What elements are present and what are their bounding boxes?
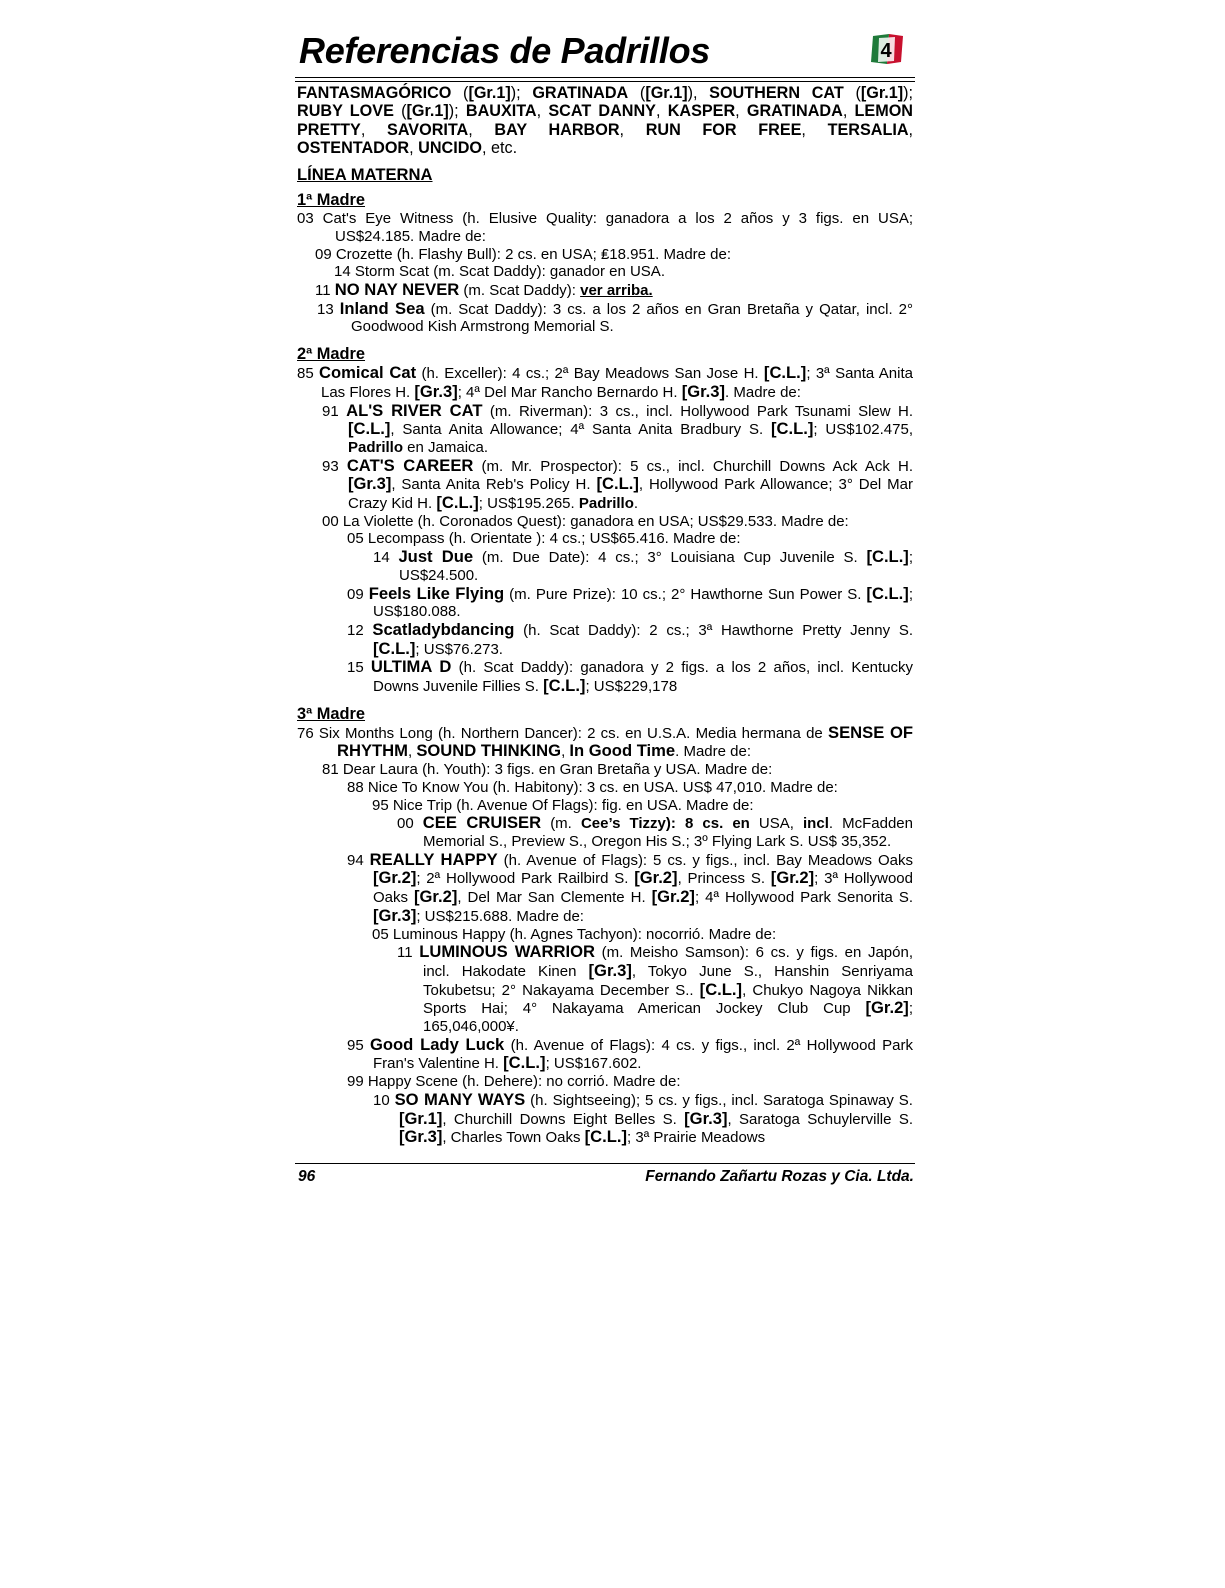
section-title-linea-materna: LÍNEA MATERNA	[297, 165, 433, 185]
page-title: Referencias de Padrillos	[299, 30, 710, 71]
pedigree-entry: 13 Inland Sea (m. Scat Daddy): 3 cs. a los 2 años en Gran Bretaña y Qatar, incl. 2° Goodwood Kish Armstrong Memorial S.	[317, 298, 913, 336]
pedigree-entry: 00 CEE CRUISER (m. Cee’s Tizzy): 8 cs. en USA, incl. McFadden Memorial S., Preview S., Oregon His S.; 3º Flying Lark S. US$ 35,352.	[397, 813, 913, 850]
offspring-list: FANTASMAGÓRICO ([Gr.1]); GRATINADA ([Gr.1]), SOUTHERN CAT ([Gr.1]); RUBY LOVE ([Gr.1]); BAUXITA, SCAT DANNY, KASPER, GRATINADA, LEMON PRETTY, SAVORITA, BAY HARBOR, RUN FOR FREE, TERSALIA, OSTENTADOR, UNCIDO, etc.	[297, 84, 914, 157]
pedigree-entry: 94 REALLY HAPPY (h. Avenue of Flags): 5 cs. y figs., incl. Bay Meadows Oaks [Gr.2]; 2ª Hollywood Park Railbird S. [Gr.2], Princess S. [Gr.2]; 3ª Hollywood Oaks [Gr.2], Del Mar San Clemente H. [Gr.2]; 4ª Hollywood Park Senorita S. [Gr.3]; US$215.688. Madre de:	[347, 849, 913, 925]
pedigree-entry: 05 Luminous Happy (h. Agnes Tachyon): nocorrió. Madre de:	[372, 925, 777, 943]
pedigree-entry: 11 NO NAY NEVER (m. Scat Daddy): ver arriba.	[315, 280, 653, 299]
pedigree-entry: 93 CAT'S CAREER (m. Mr. Prospector): 5 cs., incl. Churchill Downs Ack Ack H. [Gr.3], Santa Anita Reb's Policy H. [C.L.], Hollywood Park Allowance; 3° Del Mar Crazy Kid H. [C.L.]; US$195.265. Padrillo.	[322, 455, 913, 513]
madre1-title: 1ª Madre	[297, 191, 366, 210]
pedigree-entry: 81 Dear Laura (h. Youth): 3 figs. en Gran Bretaña y USA. Madre de:	[322, 761, 773, 779]
pedigree-entry: 95 Good Lady Luck (h. Avenue of Flags): 4 cs. y figs., incl. 2ª Hollywood Park Fran's Valentine H. [C.L.]; US$167.602.	[347, 1034, 913, 1073]
page-header	[297, 28, 915, 76]
ver-arriba-link[interactable]: ver arriba.	[580, 282, 653, 299]
pedigree-entry: 09 Feels Like Flying (m. Pure Prize): 10 cs.; 2° Hawthorne Sun Power S. [C.L.]; US$180.088.	[347, 583, 913, 621]
footer-publisher: Fernando Zañartu Rozas y Cia. Ltda.	[645, 1168, 914, 1185]
pedigree-entry: 76 Six Months Long (h. Northern Dancer): 2 cs. en U.S.A. Media hermana de SENSE OF RHYTHM, SOUND THINKING, In Good Time. Madre de:	[297, 722, 913, 761]
footer-divider	[295, 1163, 915, 1164]
pedigree-entry: 05 Lecompass (h. Orientate ): 4 cs.; US$65.416. Madre de:	[347, 530, 741, 548]
pedigree-entry: 15 ULTIMA D (h. Scat Daddy): ganadora y 2 figs. a los 2 años, incl. Kentucky Downs Juvenile Fillies S. [C.L.]; US$229,178	[347, 657, 914, 696]
pedigree-entry: 00 La Violette (h. Coronados Quest): ganadora en USA; US$29.533. Madre de:	[322, 512, 849, 530]
header-divider	[295, 77, 915, 82]
page-content	[297, 84, 913, 1147]
pedigree-entry: 10 SO MANY WAYS (h. Sightseeing); 5 cs. y figs., incl. Saratoga Spinaway S. [Gr.1], Churchill Downs Eight Belles S. [Gr.3], Saratoga Schuylerville S. [Gr.3], Charles Town Oaks [C.L.]; 3ª Prairie Meadows	[373, 1089, 914, 1147]
pedigree-entry: 91 AL'S RIVER CAT (m. Riverman): 3 cs., incl. Hollywood Park Tsunami Slew H. [C.L.], Santa Anita Allowance; 4ª Santa Anita Bradbury S. [C.L.]; US$102.475, Padrillo en Jamaica.	[322, 400, 913, 456]
page-number: 96	[298, 1168, 316, 1185]
logo-text: 4	[880, 40, 892, 62]
pedigree-entry: 09 Crozette (h. Flashy Bull): 2 cs. en USA; ₤18.951. Madre de:	[315, 245, 732, 263]
pedigree-entry: 03 Cat's Eye Witness (h. Elusive Quality: ganadora a los 2 años y 3 figs. en USA; US$24.185. Madre de:	[297, 210, 913, 245]
pedigree-entry: 85 Comical Cat (h. Exceller): 4 cs.; 2ª Bay Meadows San Jose H. [C.L.]; 3ª Santa Anita Las Flores H. [Gr.3]; 4ª Del Mar Rancho Bernardo H. [Gr.3]. Madre de:	[297, 363, 913, 401]
publisher-logo	[867, 32, 907, 66]
madre2-title: 2ª Madre	[297, 345, 366, 364]
pedigree-entry: 12 Scatladybdancing (h. Scat Daddy): 2 cs.; 3ª Hawthorne Pretty Jenny S. [C.L.]; US$76.273.	[347, 619, 913, 658]
madre3-title: 3ª Madre	[297, 704, 366, 723]
pedigree-entry: 14 Just Due (m. Due Date): 4 cs.; 3° Louisiana Cup Juvenile S. [C.L.]; US$24.500.	[373, 547, 914, 584]
pedigree-entry: 14 Storm Scat (m. Scat Daddy): ganador en USA.	[334, 263, 665, 281]
pedigree-entry: 11 LUMINOUS WARRIOR (m. Meisho Samson): 6 cs. y figs. en Japón, incl. Hakodate Kinen [Gr.3], Tokyo June S., Hanshin Senriyama Tokubetsu; 2° Nakayama December S.. [C.L.], Chukyo Nagoya Nikkan Sports Hai; 4° Nakayama American Jockey Club Cup [Gr.2]; 165,046,000¥.	[397, 942, 913, 1036]
pedigree-entry: 95 Nice Trip (h. Avenue Of Flags): fig. en USA. Madre de:	[372, 796, 754, 814]
pedigree-entry: 99 Happy Scene (h. Dehere): no corrió. Madre de:	[347, 1073, 681, 1091]
pedigree-entry: 88 Nice To Know You (h. Habitony): 3 cs. en USA. US$ 47,010. Madre de:	[347, 778, 838, 796]
logo-emblem-icon	[867, 32, 907, 66]
